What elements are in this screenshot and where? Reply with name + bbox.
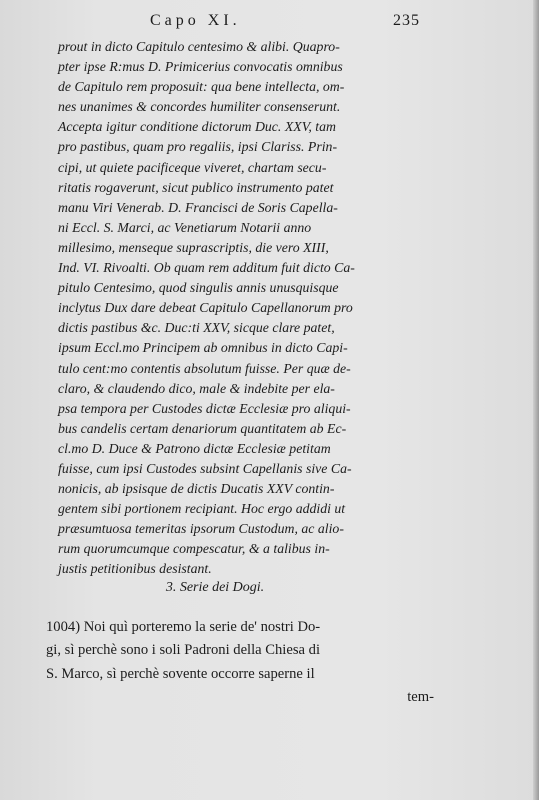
text-line: ipsum Eccl.mo Principem ab omnibus in dicto Capi- (58, 340, 348, 356)
text-line: psa tempora per Custodes dictæ Ecclesiæ pro aliqui- (58, 400, 351, 416)
catchword: tem- (407, 689, 434, 706)
text-line: pitulo Centesimo, quod singulis annis unusquisque (58, 280, 339, 296)
text-line: bus candelis certam denariorum quantitatem ab Ec- (58, 420, 347, 436)
text-line: prout in dicto Capitulo centesimo & alibi. Quapro- (58, 39, 340, 54)
latin-text-block (58, 37, 428, 580)
text-line: nes unanimes & concordes humiliter consenserunt. (58, 99, 341, 115)
text-line: 1004) Noi quì porteremo la serie de' nostri Do- (46, 619, 321, 635)
text-line: ni Eccl. S. Marci, ac Venetiarum Notarii anno (58, 219, 312, 235)
text-line: fuisse, cum ipsi Custodes subsint Capellanis sive Ca- (58, 460, 352, 476)
text-line: præsumtuosa temeritas ipsorum Custodum, ac alio- (58, 521, 344, 537)
text-line: inclytus Dux dare debeat Capitulo Capellanorum pro (58, 300, 353, 316)
running-head: Capo XI. (150, 12, 241, 29)
page-header (150, 12, 420, 36)
text-line: cipi, ut quiete pacificeque viveret, chartam secu- (58, 159, 327, 175)
text-line: nonicis, ab ipsisque de dictis Ducatis XXV contin- (58, 481, 335, 497)
page-edge-shadow (533, 0, 539, 800)
text-line: pter ipse R:mus D. Primicerius convocatis omnibus (58, 59, 343, 75)
text-line: Accepta igitur conditione dictorum Duc. XXV, tam (58, 119, 336, 135)
text-line: cl.mo D. Duce & Patrono dictæ Ecclesiæ petitam (58, 440, 331, 456)
text-line: Ind. VI. Rivoalti. Ob quam rem additum fuit dicto Ca- (58, 260, 355, 276)
text-line: ritatis rogaverunt, sicut publico instrumento patet (58, 179, 334, 195)
text-line: gentem sibi portionem recipiant. Hoc ergo addidi ut (58, 501, 346, 517)
text-line: gi, sì perchè sono i soli Padroni della Chiesa di (46, 642, 320, 659)
text-line: tulo cent:mo contentis absolutum fuisse. Per quæ de- (58, 360, 351, 376)
text-line: rum quorumcumque compescatur, & a talibus in- (58, 541, 330, 557)
text-line: justis petitionibus desistant. (58, 561, 212, 577)
text-line: de Capitulo rem proposuit: qua bene intellecta, om- (58, 79, 345, 95)
section-heading: 3. Serie dei Dogi. (165, 580, 265, 595)
text-line: S. Marco, sì perchè sovente occorre saperne il (46, 665, 315, 682)
text-line: dictis pastibus &c. Duc:ti XXV, sicque clare patet, (58, 320, 335, 336)
text-line: claro, & claudendo dico, male & indebite per ela- (58, 380, 335, 396)
text-line: manu Viri Venerab. D. Francisci de Soris Capella- (58, 199, 338, 215)
text-line: millesimo, menseque suprascriptis, die vero XIII, (58, 239, 329, 255)
italian-text-block (46, 616, 434, 710)
text-line: pro pastibus, quam pro regaliis, ipsi Clariss. Prin- (58, 139, 338, 155)
page-number: 235 (393, 12, 420, 29)
